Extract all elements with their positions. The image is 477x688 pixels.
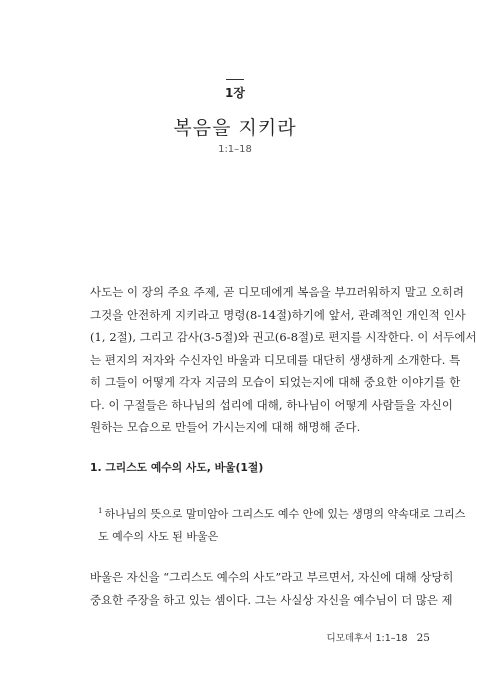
page-footer — [327, 630, 430, 644]
paragraph-line: 바울은 자신을 “그리스도 예수의 사도”라고 부르면서, 자신에 대해 상당히 — [90, 570, 454, 584]
verse-line: 도 예수의 사도 된 바울은 — [98, 530, 219, 544]
paragraph-line: 사도는 이 장의 주요 주제, 곧 디모데에게 복음을 부끄러워하지 말고 오히려 — [90, 285, 465, 299]
chapter-title: 복음을 지키라 — [173, 117, 297, 139]
chapter-label: 1장 — [225, 86, 245, 100]
verse-quote — [98, 500, 466, 549]
page-number: 25 — [416, 632, 430, 644]
chapter-rule — [226, 79, 244, 80]
verse-text: 하나님의 뜻으로 말미암아 그리스도 예수 안에 있는 생명의 약속대로 그리스 — [104, 507, 466, 521]
paragraph-line: (1, 2절), 그리고 감사(3-5절)와 권고(6-8절)로 편지를 시작한다. 이 서두에서 — [90, 330, 477, 344]
verse-number: 1 — [98, 507, 103, 515]
paragraph-line: 그것을 안전하게 지키라고 명령(8-14절)하기에 앞서, 관례적인 개인적 인사 — [90, 307, 466, 322]
chapter-reference: 1:1–18 — [218, 144, 252, 155]
running-footer-title: 디모데후서 1:1–18 — [326, 633, 408, 644]
paragraph-line: 원하는 모습으로 만들어 가시는지에 대해 해명해 준다. — [90, 420, 361, 434]
paragraph-line: 다. 이 구절들은 하나님의 섭리에 대해, 하나님이 어떻게 사람들을 자신이 — [90, 397, 453, 412]
second-paragraph — [90, 566, 454, 611]
section-heading: 1. 그리스도 예수의 사도, 바울(1절) — [90, 461, 264, 474]
paragraph-line: 히 그들이 어떻게 각자 지금의 모습이 되었는지에 대해 중요한 이야기를 한 — [90, 375, 461, 389]
paragraph-line: 중요한 주장을 하고 있는 셈이다. 그는 사실상 자신을 예수님이 더 많은 제 — [90, 592, 453, 607]
verse-line — [98, 500, 466, 526]
intro-paragraph — [90, 281, 477, 439]
paragraph-line: 는 편지의 저자와 수신자인 바울과 디모데를 대단히 생생하게 소개한다. 특 — [90, 352, 461, 367]
